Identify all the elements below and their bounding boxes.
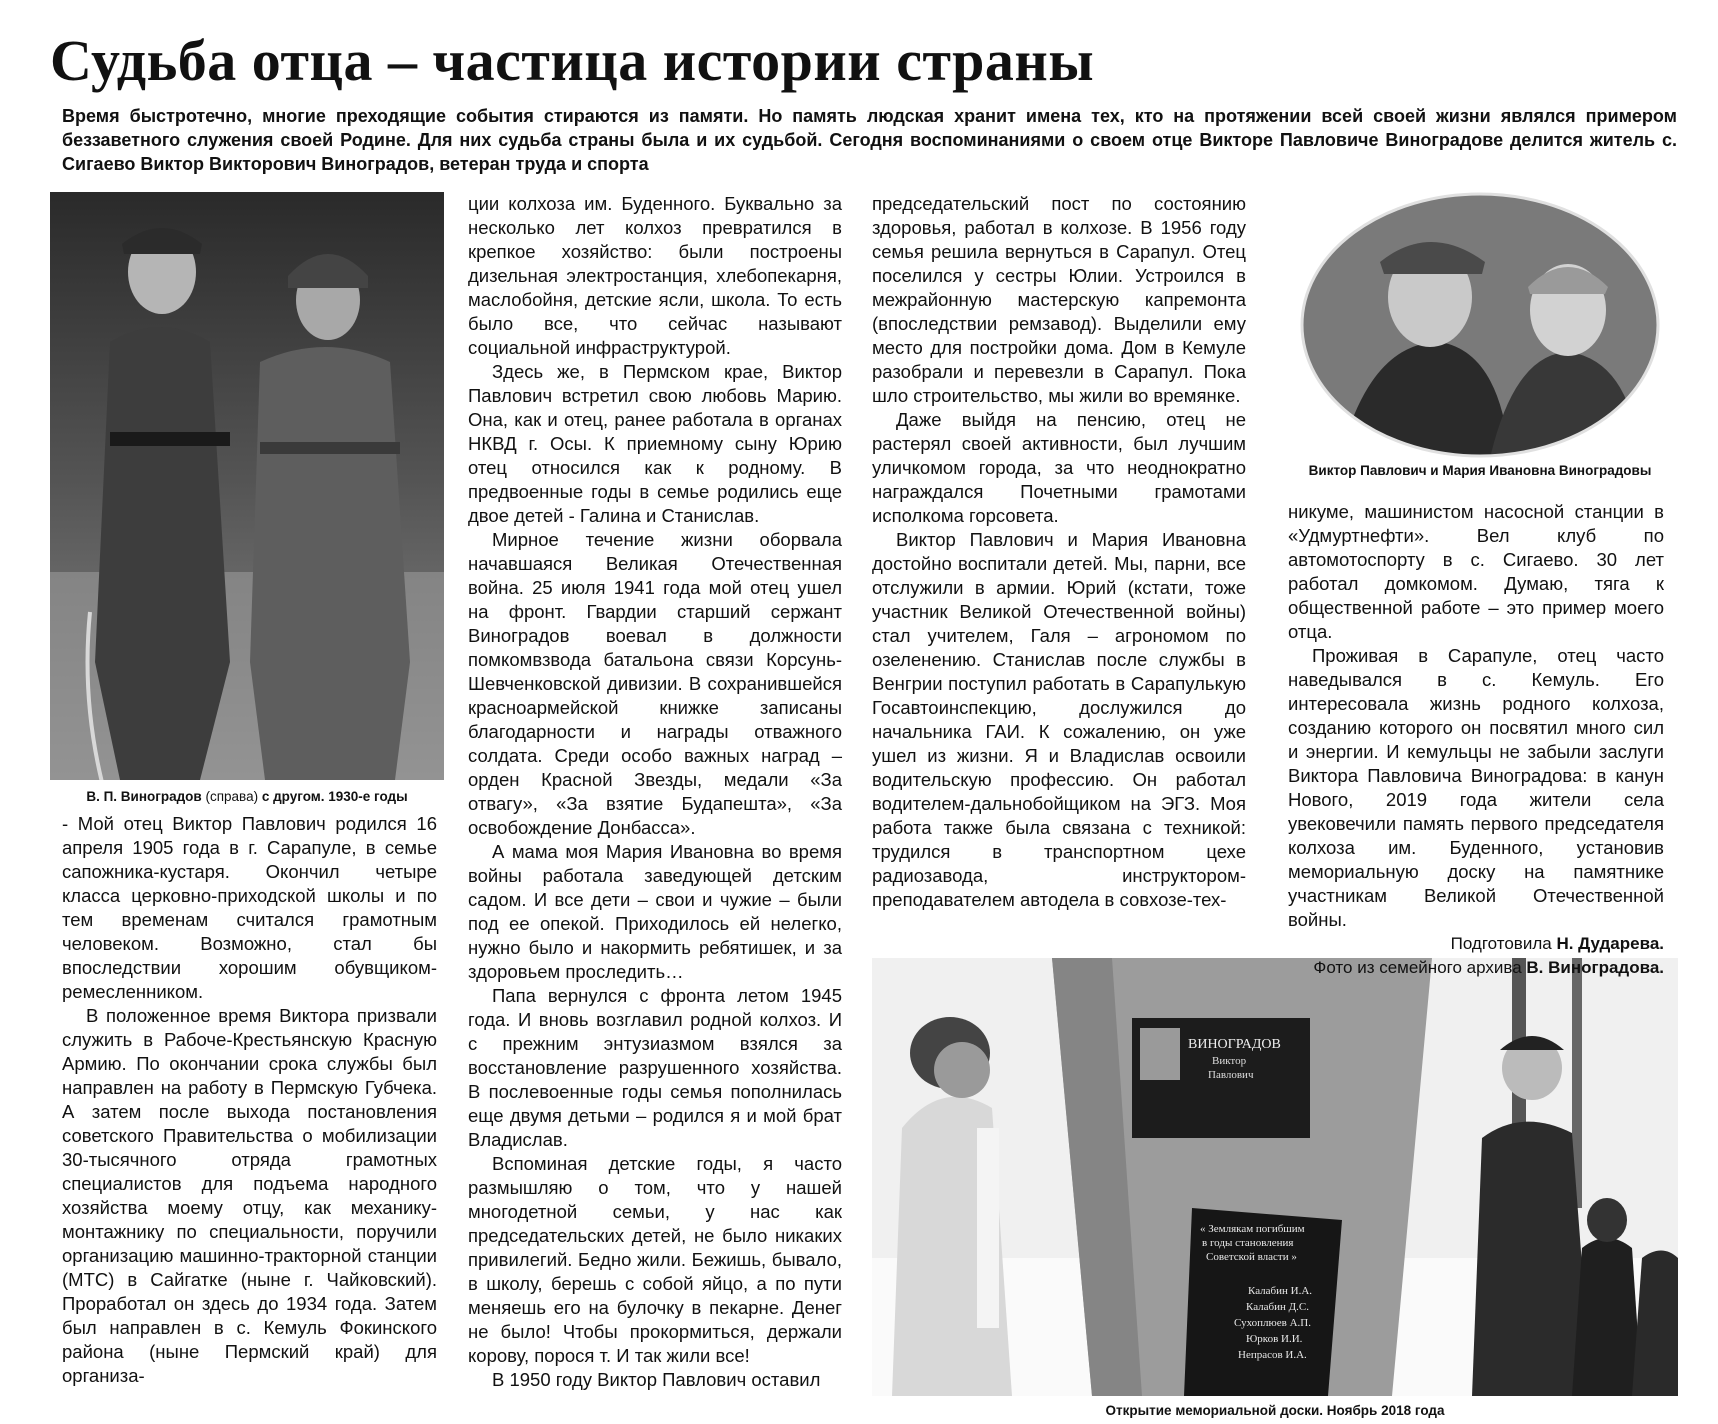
plaque-name2: Виктор <box>1212 1055 1247 1067</box>
photo2-caption <box>1300 462 1660 479</box>
article-lead: Время быстротечно, многие преходящие события стираются из памяти. Но память людская хранит имена тех, кто на протяжении всей своей жизни являлся примером беззаветного служения своей Родине. Для них судьба страны была и их судьбой. Сегодня воспоминаниями о своем отце Викторе Павловиче Виноградове делится житель с. Сигаево Виктор Викторович Виноградов, ветеран труда и спорта <box>62 106 1677 174</box>
col2-paragraph: ции колхоза им. Буденного. Буквально за несколько лет колхоз превратился в крепкое хозяйство: были построены дизельная электростанция, хлебопекарня, маслобойня, детские ясли, школа. То есть было все, что сейчас называют социальной инфраструктурой. <box>468 193 842 358</box>
credit-prepared-label: Подготовила <box>1450 934 1557 953</box>
couple-illustration <box>1300 192 1660 458</box>
photo-two-soldiers <box>50 192 444 780</box>
col3-paragraph: Даже выйдя на пенсию, отец не растерял своей активности, был лучшим уличкомом города, за что неоднократно награждался Почетными грамотами исполкома горсовета. <box>872 409 1246 526</box>
col1-paragraph: В положенное время Виктора призвали служить в Рабоче-Крестьянскую Красную Армию. По окончании срока службы был направлен на работу в Пермскую Губчека. А затем после выхода постановления советского Правительства о мобилизации 30-тысячного отряда грамотных специалистов для подъема народного хозяйства моему отцу, как механику-монтажнику по специальности, поручили организацию машинно-тракторной станции (МТС) в Сайгатке (ныне г. Чайковский). Проработал он здесь до 1934 года. Затем был направлен в с. Кемуль Фокинского района (ныне Пермский край) для организа- <box>62 1005 437 1386</box>
sign-name-2: Калабин Д.С. <box>1246 1301 1310 1313</box>
col3-paragraph: председательский пост по состоянию здоровья, работал в колхозе. В 1956 году семья решила вернуться в Сарапул. Отец поселился у сестры Юлии. Устроился в межрайонную мастерскую капремонта (впоследствии ремзавод). Выделили ему место для постройки дома. Дом в Кемуле разобрали и перевезли в Сарапул. Пока шло строительство, мы жили во времянке. <box>872 193 1246 406</box>
sign-name-1: Калабин И.А. <box>1248 1285 1313 1297</box>
credit-photo <box>1288 956 1664 980</box>
soldiers-illustration <box>50 192 444 780</box>
col2-paragraph: Мирное течение жизни оборвала начавшаяся Великая Отечественная война. 25 июля 1941 года мой отец ушел на фронт. Гвардии старший сержант Виноградов воевал в должности помкомвзвода батальона связи Корсунь-Шевченковской дивизии. В сохранившейся красноармейской книжке записаны благодарности и награды отважного солдата. Среди особо важных наград – орден Красной Звезды, медали «За отвагу», «За взятие Будапешта», «За освобождение Донбасса». <box>468 529 842 838</box>
col2-paragraph: Здесь же, в Пермском крае, Виктор Павлович встретил свою любовь Марию. Она, как и отец, ранее работала в органах НКВД г. Осы. К приемному сыну Юрию отец относился как к родному. В предвоенные годы в семье родились еще двое детей - Галина и Станислав. <box>468 361 842 526</box>
photo2-caption-text: Виктор Павлович и Мария Ивановна Виноградовы <box>1308 463 1652 478</box>
photo1-caption <box>50 788 444 805</box>
column-1 <box>62 812 437 1388</box>
credits <box>1288 932 1664 980</box>
memorial-illustration <box>872 958 1678 1396</box>
credit-prepared-name: Н. Дударева. <box>1556 934 1664 953</box>
photo3-caption <box>872 1402 1678 1419</box>
sign-name-4: Юрков И.И. <box>1246 1333 1303 1345</box>
photo-memorial-opening <box>872 958 1678 1396</box>
col4-paragraph: никуме, машинистом насосной станции в «Удмуртнефти». Вел клуб по автомотоспорту в с. Сигаево. 30 лет работал домкомом. Думаю, тяга к общественной работе – это пример моего отца. <box>1288 501 1664 642</box>
photo1-caption-name: В. П. Виноградов <box>86 789 202 804</box>
photo-couple-oval <box>1300 192 1660 458</box>
photo3-caption-text: Открытие мемориальной доски. Ноябрь 2018 года <box>1105 1403 1445 1418</box>
photo1-caption-rest: с другом. 1930-е годы <box>261 789 408 804</box>
col1-paragraph: - Мой отец Виктор Павлович родился 16 апреля 1905 года в г. Сарапуле, в семье сапожника-кустаря. Окончил четыре класса церковно-приходской школы и по тем временам считался грамотным человеком. Возможно, стал бы впоследствии хорошим обувщиком-ремесленником. <box>62 813 437 1002</box>
col2-paragraph: Вспоминая детские годы, я часто размышляю о том, что у нашей многодетной семьи, у нас как председательских детей, не было никаких привилегий. Бедно жили. Бежишь, бывало, в школу, берешь с собой яйцо, а по пути меняешь его на булочку в пекарне. Денег не было! Чтобы прокормиться, держали корову, порося т. И так жили все! <box>468 1153 842 1366</box>
col2-paragraph: А мама моя Мария Ивановна во время войны работала заведующей детским садом. И все дети – свои и чужие – были под ее опекой. Приходилось ей нелегко, нужно было и накормить ребятишек, и за здоровьем проследить… <box>468 841 842 982</box>
photo1-caption-note: (справа) <box>201 789 262 804</box>
column-2 <box>468 192 842 1392</box>
column-3 <box>872 192 1246 912</box>
credit-photo-name: В. Виноградова. <box>1526 958 1664 977</box>
sign-name-3: Сухоплюев А.П. <box>1234 1317 1311 1329</box>
sign-line-3: Советской власти » <box>1206 1251 1297 1263</box>
col2-paragraph: Папа вернулся с фронта летом 1945 года. И вновь возглавил родной колхоз. И с прежним энтузиазмом взялся за восстановление разрушенного хозяйства. В послевоенные годы семья пополнилась еще двумя детьми – родился я и мой брат Владислав. <box>468 985 842 1150</box>
col3-paragraph: Виктор Павлович и Мария Ивановна достойно воспитали детей. Мы, парни, все отслужили в армии. Юрий (кстати, тоже участник Великой Отечественной войны) стал учителем, Галя – агрономом по озеленению. Станислав после службы в Венгрии поступил работать в Сарапулькую Госавтоинспекцию, дослужился до начальника ГАИ. К сожалению, он уже ушел из жизни. Я и Владислав освоили водительскую профессию. Он работал водителем-дальнобойщиком на ЭГЗ. Моя работа также была связана с техникой: трудился в транспортном цехе радиозавода, инструктором-преподавателем автодела в совхозе-тех- <box>872 529 1246 910</box>
plaque-name: ВИНОГРАДОВ <box>1188 1037 1281 1052</box>
column-4 <box>1288 500 1664 980</box>
credit-prepared <box>1288 932 1664 956</box>
col2-paragraph: В 1950 году Виктор Павлович оставил <box>492 1369 821 1390</box>
sign-line-1: « Землякам погибшим <box>1200 1223 1305 1235</box>
article-title: Судьба отца – частица истории страны <box>50 28 1095 93</box>
plaque-name3: Павлович <box>1208 1069 1254 1081</box>
credit-photo-label: Фото из семейного архива <box>1313 958 1527 977</box>
sign-name-5: Непрасов И.А. <box>1238 1349 1307 1361</box>
col4-paragraph: Проживая в Сарапуле, отец часто наведывался в с. Кемуль. Его интересовала жизнь родного колхоза, созданию которого он посвятил много сил и энергии. И кемульцы не забыли заслуги Виктора Павловича Виноградова: в канун Нового, 2019 года жители села увековечили память первого председателя колхоза им. Буденного, установив мемориальную доску на памятнике участникам Великой Отечественной войны. <box>1288 645 1664 930</box>
sign-line-2: в годы становления <box>1202 1237 1294 1249</box>
